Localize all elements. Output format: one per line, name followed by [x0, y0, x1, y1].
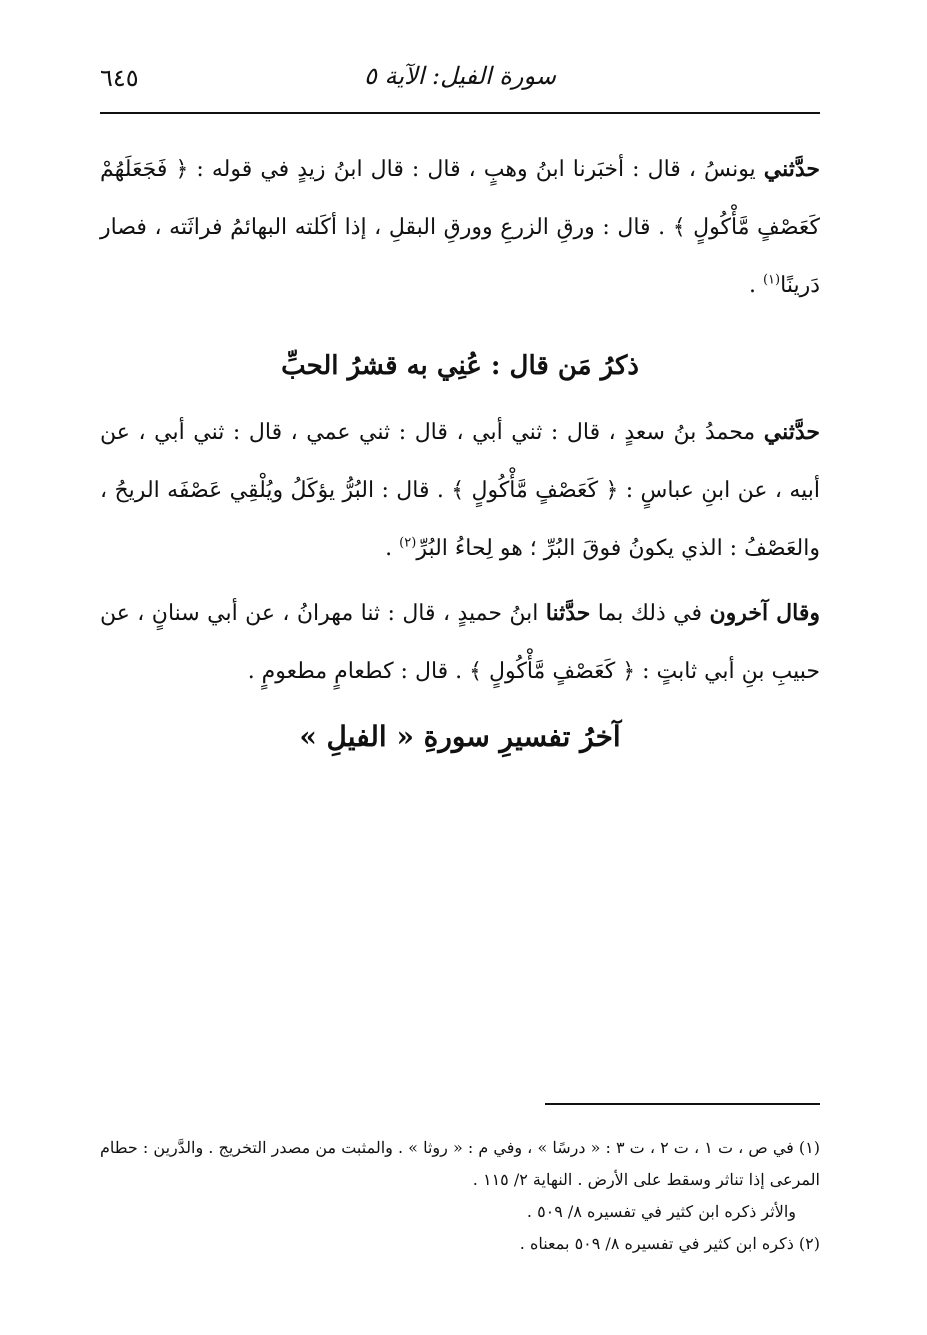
running-title: سورة الفيل: الآية ٥	[364, 62, 556, 90]
footnote-rule	[545, 1103, 820, 1105]
paragraph-2-tail: .	[385, 536, 400, 561]
page-header	[100, 60, 820, 102]
footnote-1: (١) في ص ، ت ١ ، ت ٢ ، ت ٣ : « درسًا » ، وفي م : « روثا » . والمثبت من مصدر التخريج . والدَّرين : حطام المرعى إذا تناثر وسقط على الأرض . النهاية ٢/ ١١٥ .	[100, 1138, 821, 1189]
narration-lead-2: حدَّثنا	[545, 600, 591, 626]
header-rule	[100, 112, 820, 114]
footnote-2: (٢) ذكره ابن كثير في تفسيره ٨/ ٥٠٩ بمعناه .	[519, 1234, 820, 1253]
section-heading: ذكرُ مَن قال : عُنِي به قشرُ الحبِّ	[281, 351, 639, 381]
footnote-ref-2: (٢)	[399, 535, 417, 551]
closing-heading: آخرُ تفسيرِ سورةِ « الفيلِ »	[299, 720, 621, 753]
paragraph-1	[100, 140, 820, 315]
narration-lead: حدَّثني	[763, 156, 820, 182]
paragraph-3-text-b: ابنُ حميدٍ ، قال : ثنا مهرانُ ، عن أبي سنانٍ ، عن حبيبِ بنِ أبي ثابتٍ : ﴿ كَعَصْفٍ مَّأْكُولٍ ﴾ . قال : كطعامٍ مطعومٍ .	[100, 601, 820, 684]
paragraph-3-text-a: في ذلك بما	[590, 601, 710, 626]
paragraph-2	[100, 403, 820, 578]
footnotes	[100, 1132, 820, 1260]
paragraph-3	[100, 584, 820, 701]
page-number: ٦٤٥	[100, 64, 139, 92]
narration-lead: وقال آخرون	[709, 600, 820, 626]
footnote-ref-1: (١)	[762, 272, 781, 288]
paragraph-1-tail: .	[748, 273, 763, 298]
main-text	[100, 140, 820, 701]
paragraph-2-text: محمدُ بنُ سعدٍ ، قال : ثني أبي ، قال : ثني عمي ، قال : ثني أبي ، عن أبيه ، عن ابنِ عباسٍ : ﴿ كَعَصْفٍ مَّأْكُولٍ ﴾ . قال : البُرُّ يؤكَلُ ويُلْقِي عَصْفَه الريحُ ، والعَصْفُ : الذي يكونُ فوقَ البُرِّ ؛ هو لِحاءُ البُرِّ	[100, 420, 820, 561]
paragraph-1-text: يونسُ ، قال : أخبَرنا ابنُ وهبٍ ، قال : قال ابنُ زيدٍ في قوله : ﴿ فَجَعَلَهُمْ كَعَصْفٍ مَّأْكُولٍ ﴾ . قال : ورقِ الزرعِ وورقِ البقلِ ، إذا أكَلته البهائمُ فراثَته ، فصار دَرينًا	[100, 157, 820, 298]
footnote-1-continuation: والأثر ذكره ابن كثير في تفسيره ٨/ ٥٠٩ .	[526, 1202, 796, 1221]
narration-lead: حدَّثني	[763, 419, 821, 445]
